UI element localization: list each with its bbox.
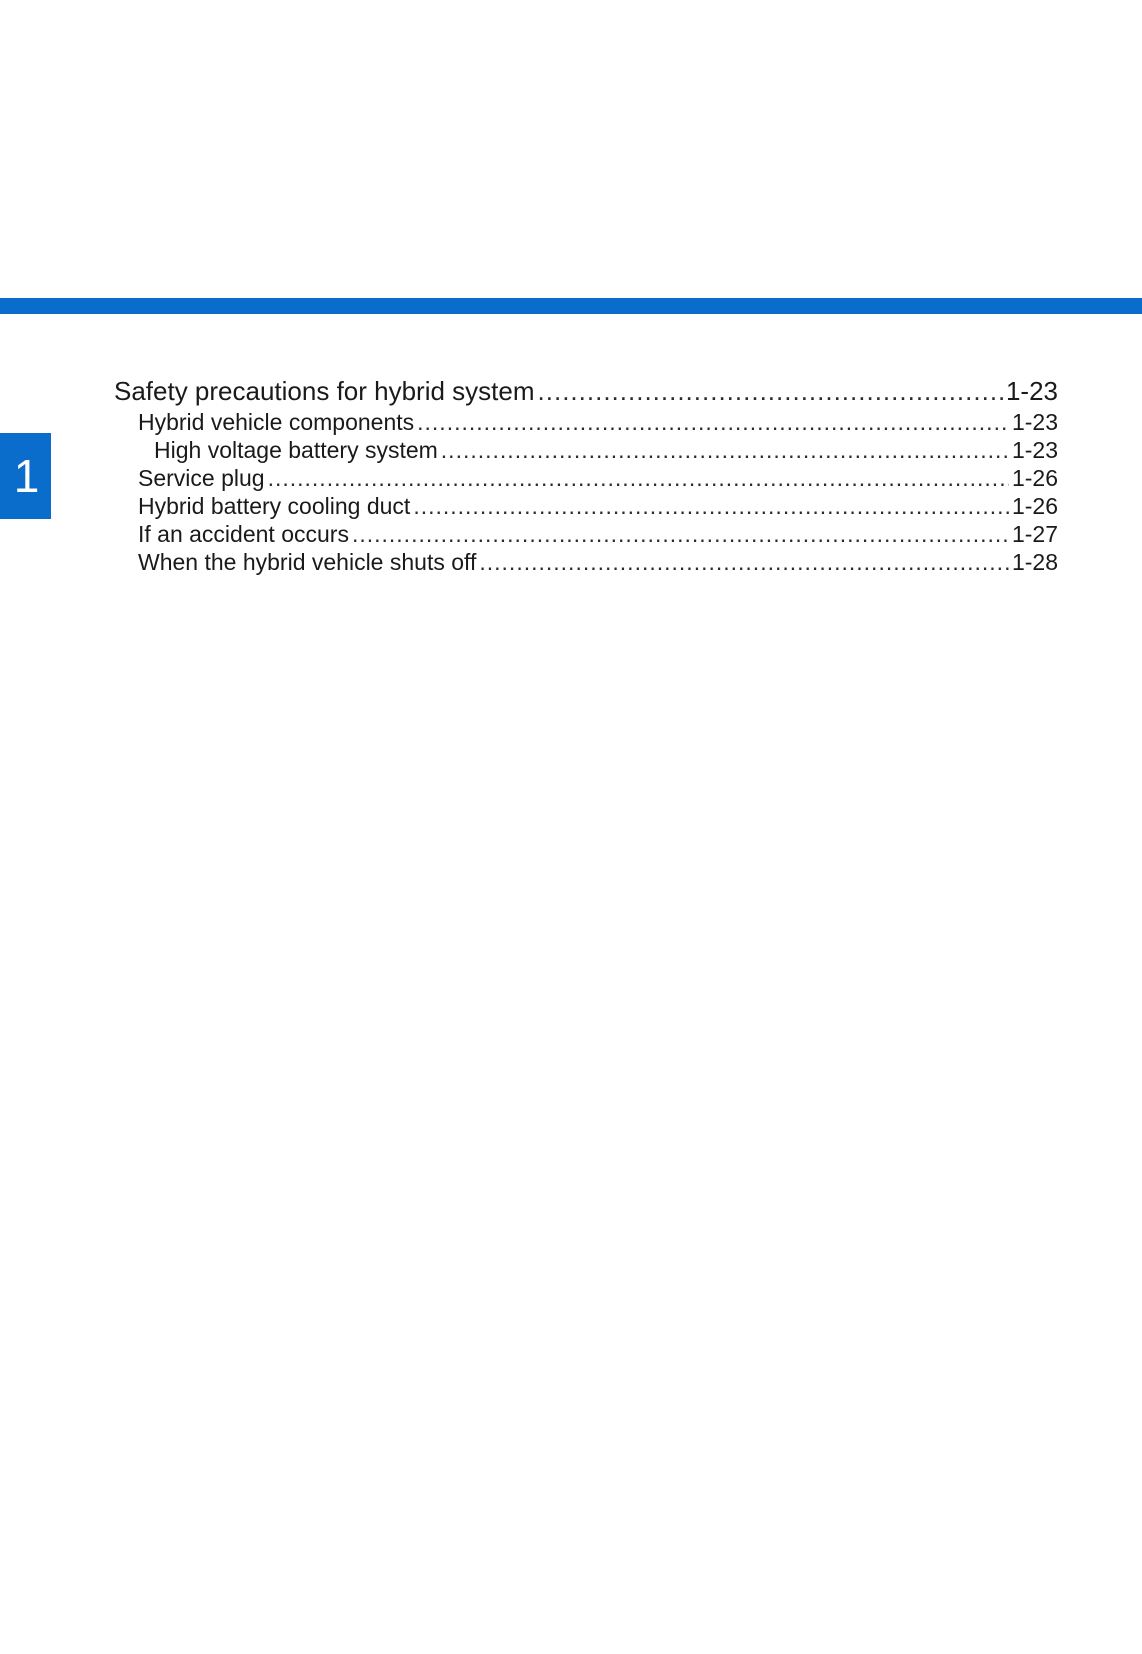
dot-leader [352, 520, 1009, 548]
dot-leader [413, 492, 1009, 520]
toc-entry[interactable] [114, 408, 1058, 436]
toc-entry-title: High voltage battery system [154, 437, 438, 463]
dot-leader [479, 548, 1009, 576]
toc-entry[interactable] [114, 464, 1058, 492]
toc-entry-title: Safety precautions for hybrid system [114, 376, 535, 406]
toc-entry-page: 1-23 [1011, 409, 1058, 435]
dot-leader [417, 408, 1009, 436]
toc-entry[interactable] [114, 492, 1058, 520]
toc-entry-title: If an accident occurs [138, 521, 349, 547]
toc-entry-page: 1-23 [1011, 437, 1058, 463]
toc-entry-title: Hybrid battery cooling duct [138, 493, 411, 519]
chapter-number: 1 [13, 450, 40, 502]
header-rule [0, 298, 1142, 314]
toc-entry[interactable] [114, 520, 1058, 548]
dot-leader [441, 436, 1009, 464]
table-of-contents [114, 374, 1058, 576]
chapter-tab [0, 433, 51, 519]
toc-entry-title: Hybrid vehicle components [138, 409, 415, 435]
toc-entry[interactable] [114, 548, 1058, 576]
toc-entry-page: 1-23 [1005, 376, 1058, 406]
toc-entry-title: When the hybrid vehicle shuts off [138, 549, 477, 575]
toc-entry-title: Service plug [138, 465, 265, 491]
toc-entry[interactable] [114, 374, 1058, 408]
toc-entry-page: 1-28 [1011, 549, 1058, 575]
toc-entry-page: 1-27 [1011, 521, 1058, 547]
toc-entry-page: 1-26 [1011, 493, 1058, 519]
dot-leader [268, 464, 1009, 492]
toc-entry-page: 1-26 [1011, 465, 1058, 491]
toc-entry[interactable] [114, 436, 1058, 464]
dot-leader [538, 374, 1003, 408]
